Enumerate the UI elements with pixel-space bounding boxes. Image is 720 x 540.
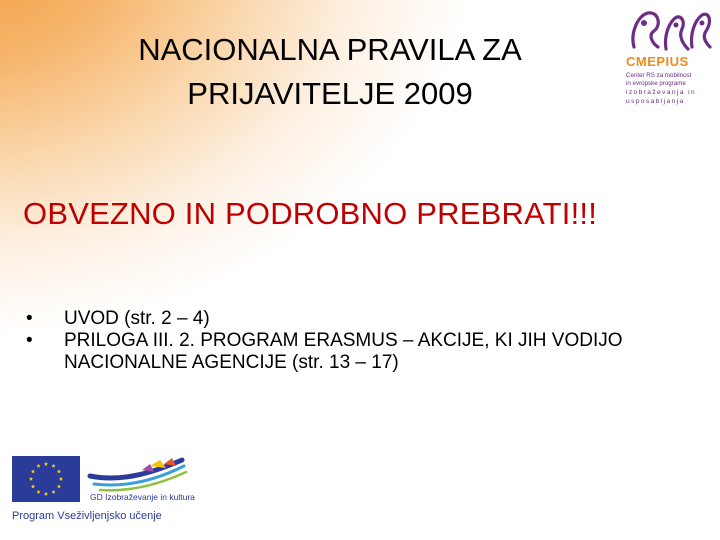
- bullet-list: [26, 308, 706, 374]
- bullet-text: PRILOGA III. 2. PROGRAM ERASMUS – AKCIJE, KI JIH VODIJO NACIONALNE AGENCIJE (str. 13 – 17): [64, 330, 623, 373]
- instruction-heading: OBVEZNO IN PODROBNO PREBRATI!!!: [23, 196, 598, 231]
- title-line-1: NACIONALNA PRAVILA ZA: [138, 32, 522, 67]
- cmepius-tagline-2: in evropske programe: [626, 80, 686, 87]
- slide-title: [40, 28, 620, 116]
- list-item: [26, 330, 706, 374]
- bullet-marker: •: [26, 330, 33, 351]
- bullet-text: UVOD (str. 2 – 4): [64, 308, 210, 329]
- cmepius-logo: [618, 3, 716, 115]
- title-line-2: PRIJAVITELJE 2009: [187, 76, 473, 111]
- program-label: Program Vseživljenjsko učenje: [12, 510, 162, 522]
- cmepius-tagline-1: Center RS za mobilnost: [626, 72, 692, 79]
- bullet-marker: •: [26, 308, 33, 329]
- footer-logos: [10, 456, 210, 528]
- cmepius-wordmark: CMEPIUS: [626, 54, 689, 69]
- eu-flag-icon: [12, 456, 80, 502]
- cmepius-tagline-4: usposabljanja: [626, 98, 685, 105]
- cmepius-tagline-3: izobraževanja in: [626, 89, 697, 96]
- dg-label: GD Izobraževanje in kultura: [90, 492, 195, 502]
- llp-swoosh-icon: [90, 458, 186, 490]
- list-item: [26, 308, 706, 330]
